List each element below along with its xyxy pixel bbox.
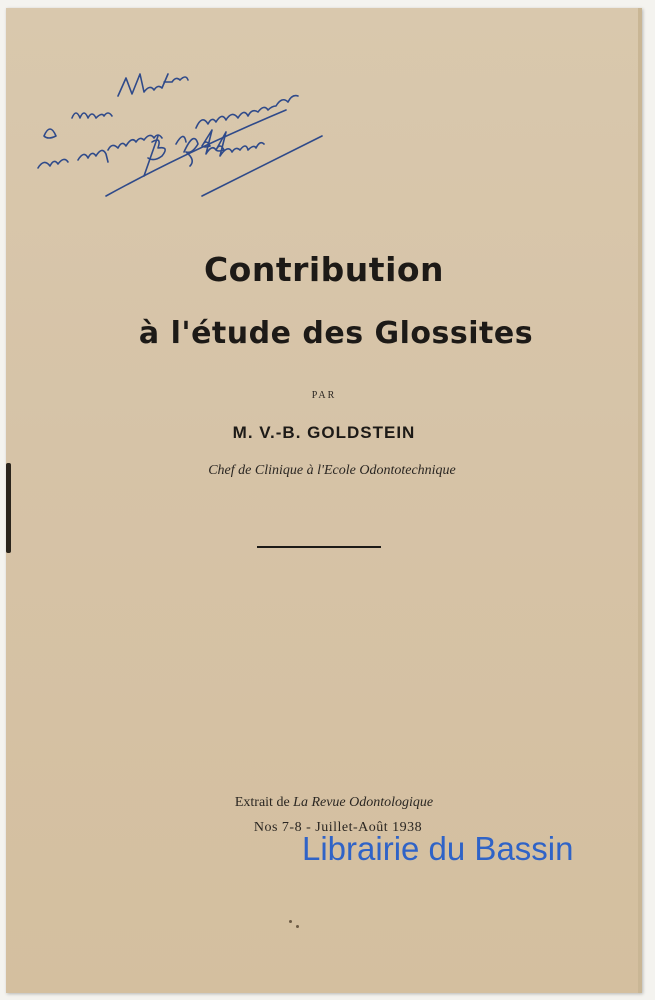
handwriting-signature-drawing <box>26 28 346 208</box>
issue-line: Nos 7-8 - Juillet-Août 1938 <box>253 820 423 835</box>
title-line-1: Contribution <box>203 250 445 289</box>
journal-name: La Revue Odontologique <box>293 795 434 810</box>
title-line-2: à l'étude des Glossites <box>138 316 534 351</box>
par-label: PAR <box>311 390 337 401</box>
author-role: Chef de Clinique à l'Ecole Odontotechnique <box>208 463 456 478</box>
divider-rule <box>257 546 381 548</box>
cover-edge <box>638 8 642 993</box>
handwritten-dedication <box>26 28 346 208</box>
paper-speck <box>296 925 299 928</box>
extract-line <box>16 795 652 811</box>
binding-staple-mark <box>6 463 11 553</box>
bookseller-watermark: Librairie du Bassin <box>302 830 574 867</box>
extract-prefix: Extrait de <box>234 795 294 810</box>
author-name: M. V.-B. GOLDSTEIN <box>232 423 416 442</box>
paper-speck <box>289 920 292 923</box>
